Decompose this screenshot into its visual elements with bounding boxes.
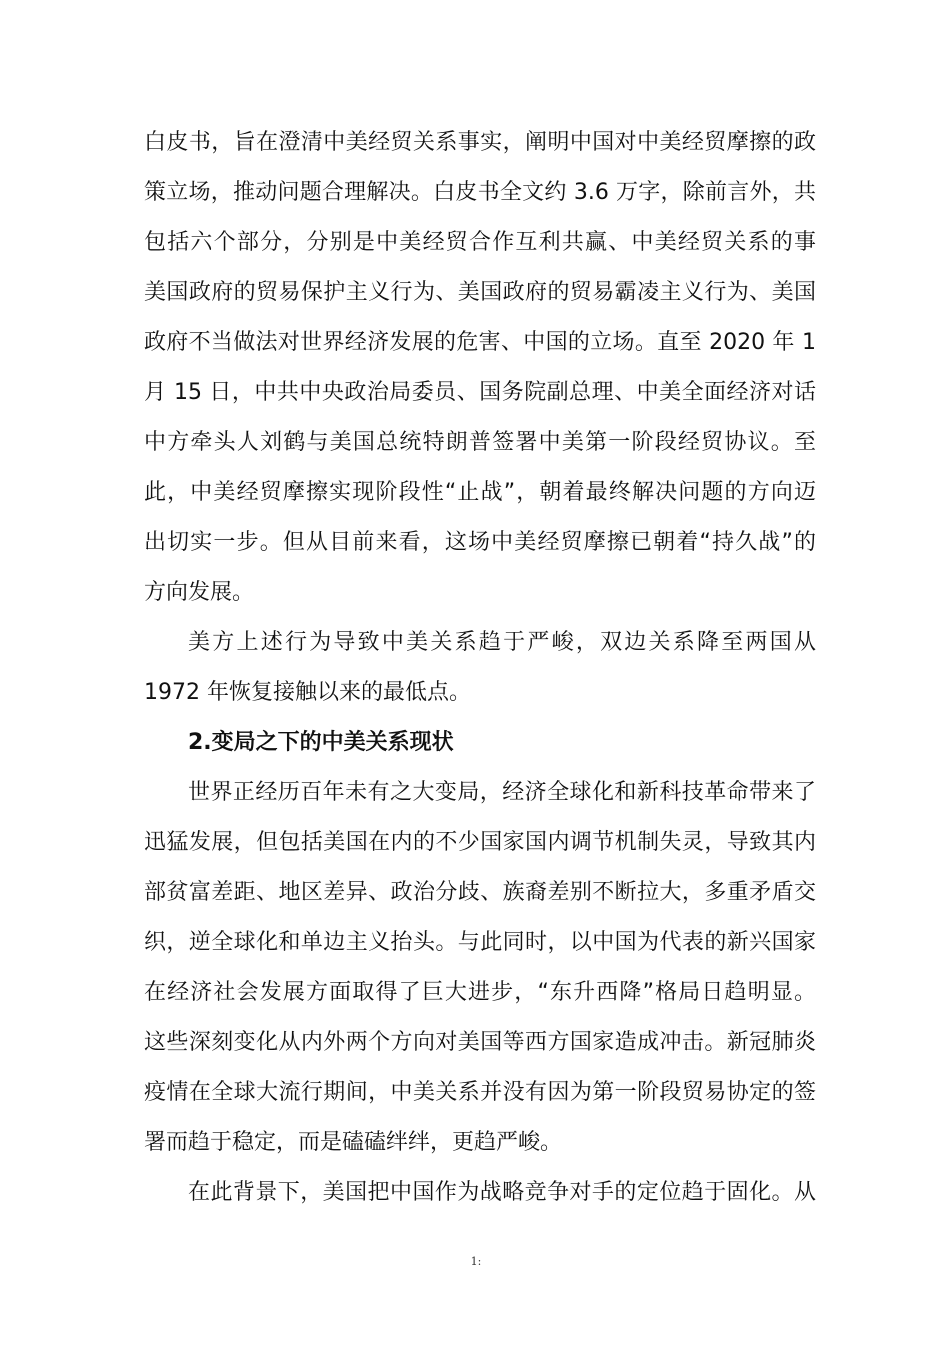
text-line: 美方上述行为导致中美关系趋于严峻，双边关系降至两国从 bbox=[188, 630, 816, 655]
text-line: 此，中美经贸摩擦实现阶段性“止战”，朝着最终解决问题的方向迈 bbox=[144, 480, 816, 505]
text-line: 这些深刻变化从内外两个方向对美国等西方国家造成冲击。新冠肺炎 bbox=[144, 1030, 816, 1055]
text-line: 署而趋于稳定，而是磕磕绊绊，更趋严峻。 bbox=[144, 1130, 563, 1155]
section-heading: 2.变局之下的中美关系现状 bbox=[188, 730, 454, 755]
text-line: 出切实一步。但从目前来看，这场中美经贸摩擦已朝着“持久战”的 bbox=[144, 530, 816, 555]
text-line: 1972 年恢复接触以来的最低点。 bbox=[144, 680, 471, 705]
text-line: 织，逆全球化和单边主义抬头。与此同时，以中国为代表的新兴国家 bbox=[144, 930, 816, 955]
text-line: 世界正经历百年未有之大变局，经济全球化和新科技革命带来了 bbox=[188, 780, 816, 805]
text-line: 策立场，推动问题合理解决。白皮书全文约 3.6 万字，除前言外，共 bbox=[144, 180, 816, 205]
body-text bbox=[144, 118, 816, 1218]
text-line: 在经济社会发展方面取得了巨大进步，“东升西降”格局日趋明显。 bbox=[144, 980, 816, 1005]
page-number: 1: bbox=[470, 1255, 482, 1268]
text-line: 在此背景下，美国把中国作为战略竞争对手的定位趋于固化。从 bbox=[188, 1180, 816, 1205]
text-line: 方向发展。 bbox=[144, 580, 255, 605]
text-line: 包括六个部分，分别是中美经贸合作互利共赢、中美经贸关系的事 bbox=[144, 230, 816, 255]
text-line: 白皮书，旨在澄清中美经贸关系事实，阐明中国对中美经贸摩擦的政 bbox=[144, 130, 816, 155]
text-line: 美国政府的贸易保护主义行为、美国政府的贸易霸凌主义行为、美国 bbox=[144, 280, 816, 305]
text-line: 迅猛发展，但包括美国在内的不少国家国内调节机制失灵，导致其内 bbox=[144, 830, 816, 855]
text-line: 月 15 日，中共中央政治局委员、国务院副总理、中美全面经济对话 bbox=[144, 380, 816, 405]
text-line: 政府不当做法对世界经济发展的危害、中国的立场。直至 2020 年 1 bbox=[144, 330, 816, 355]
text-line: 疫情在全球大流行期间，中美关系并没有因为第一阶段贸易协定的签 bbox=[144, 1080, 816, 1105]
text-line: 部贫富差距、地区差异、政治分歧、族裔差别不断拉大，多重矛盾交 bbox=[144, 880, 816, 905]
text-line: 中方牵头人刘鹤与美国总统特朗普签署中美第一阶段经贸协议。至 bbox=[144, 430, 816, 455]
